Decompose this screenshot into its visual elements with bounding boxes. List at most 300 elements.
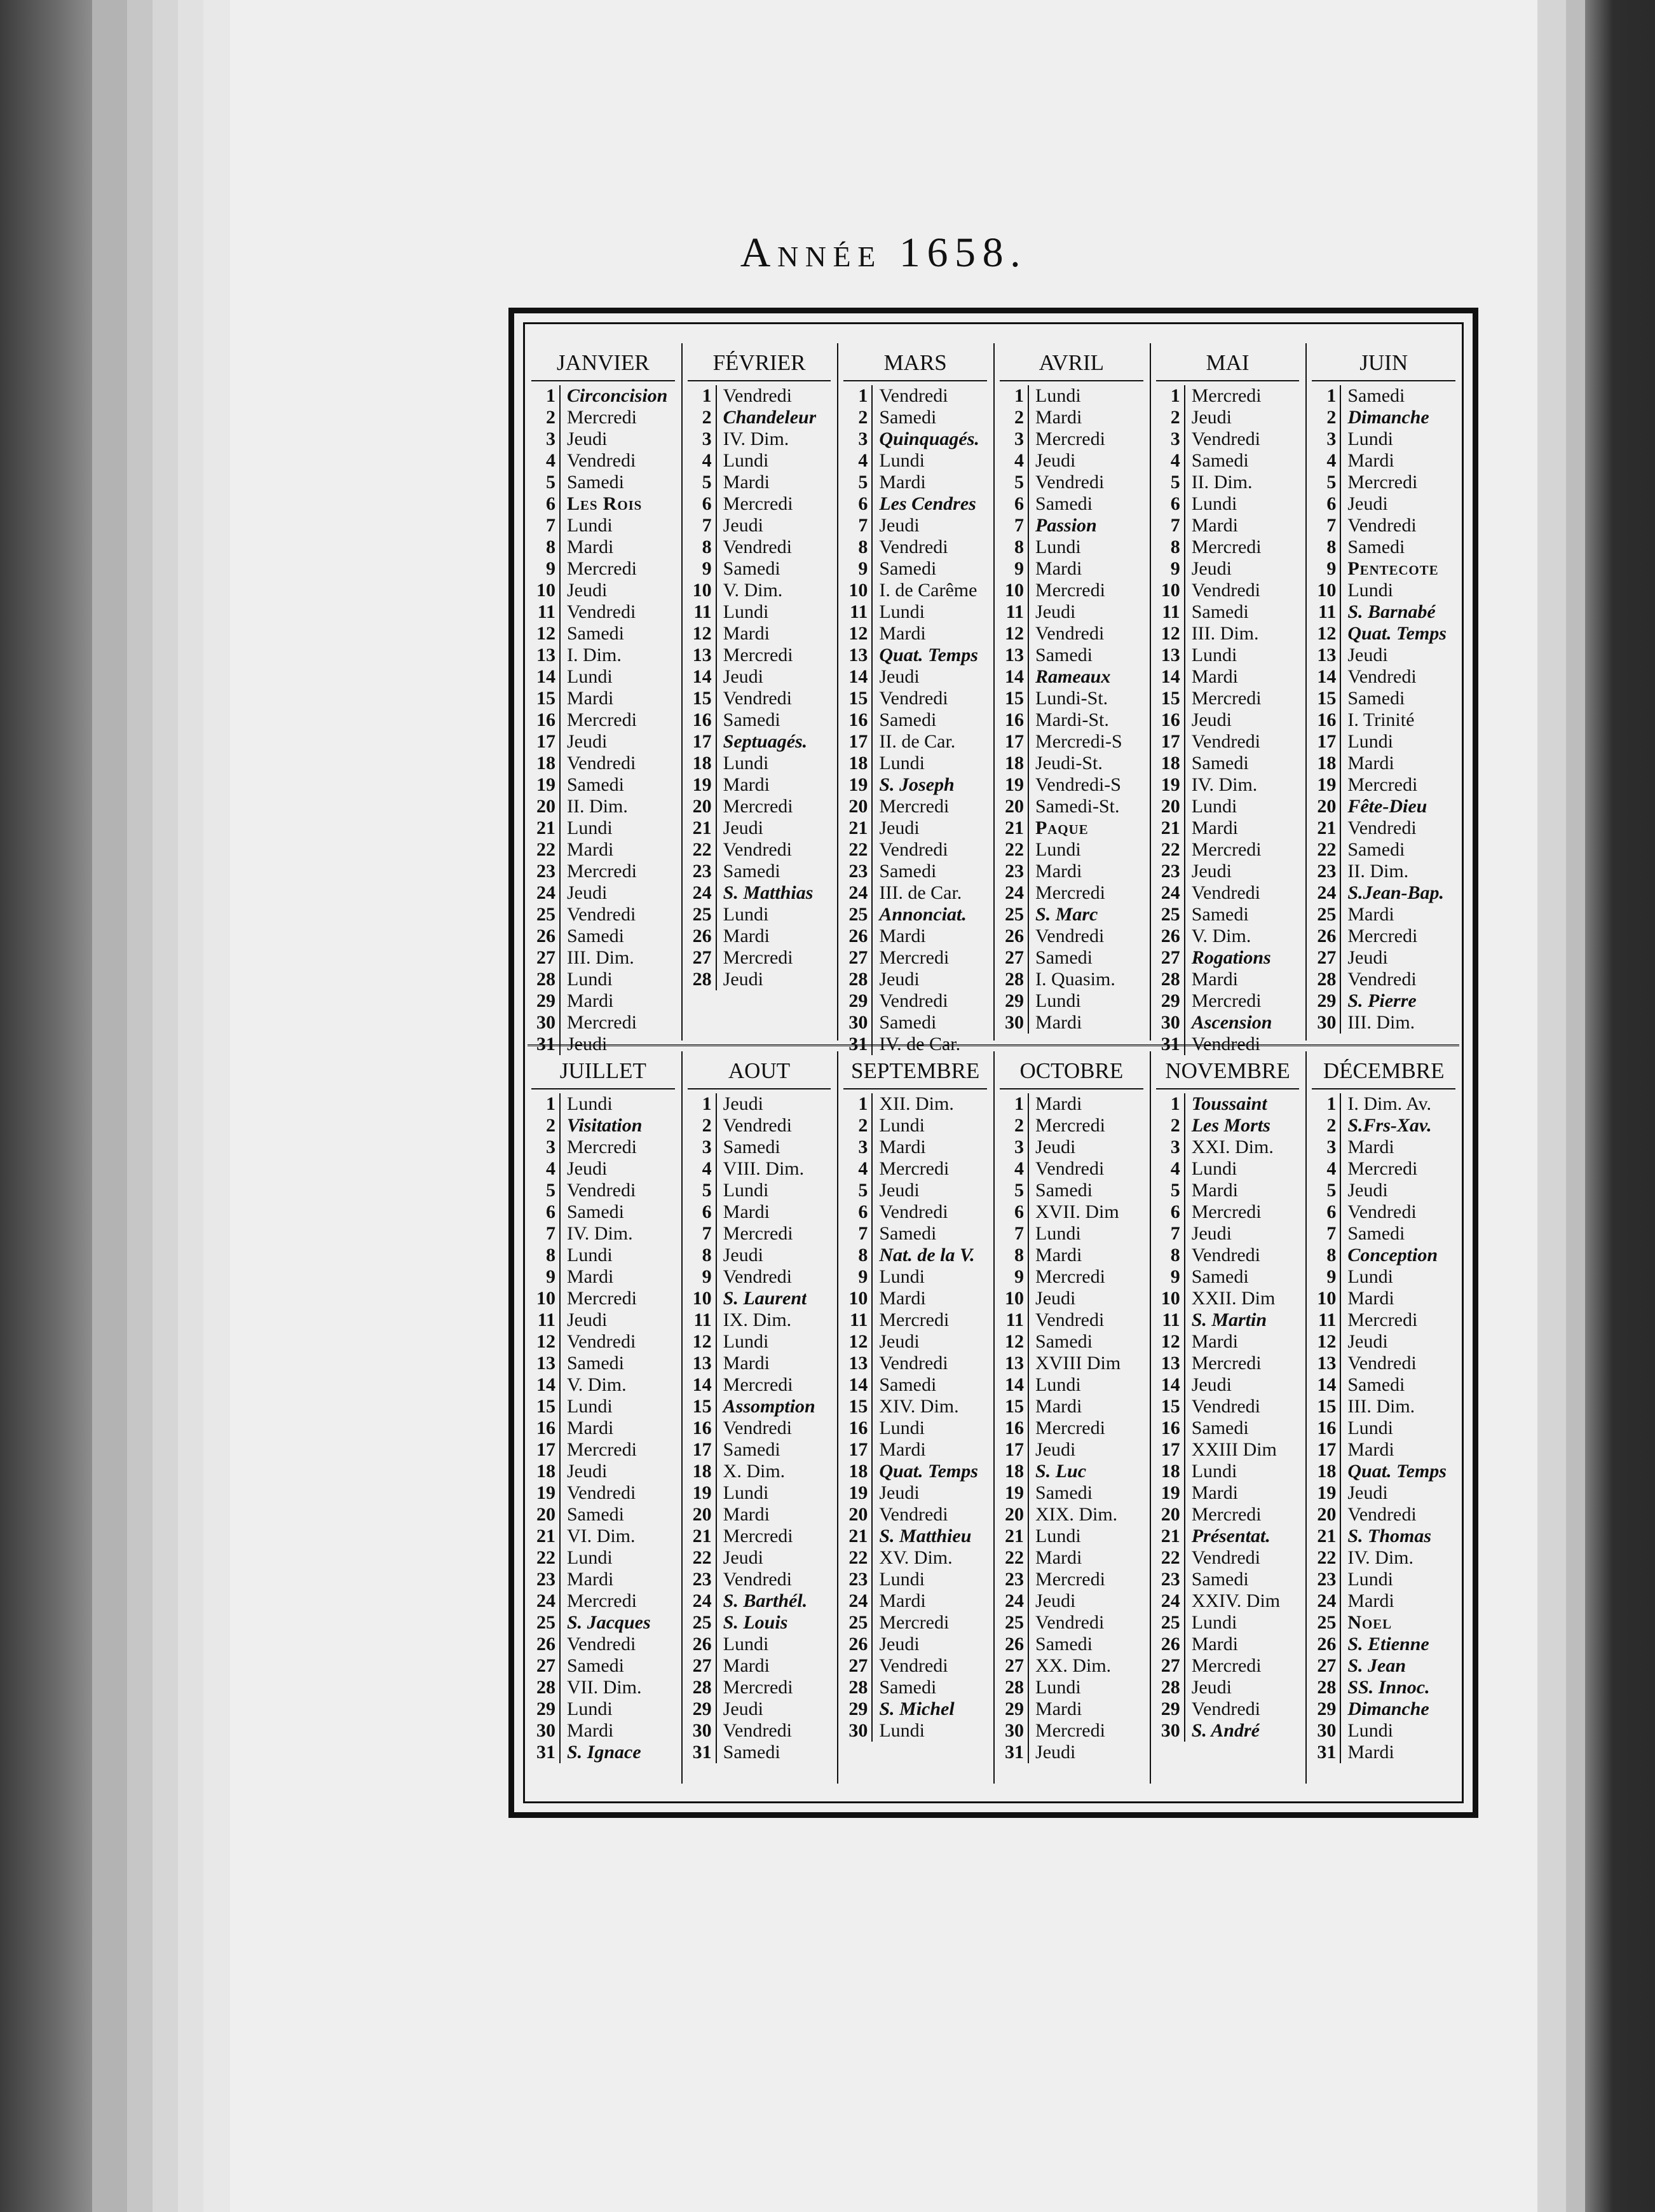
day-label: Mardi: [1347, 450, 1394, 471]
day-label: Jeudi: [567, 882, 608, 903]
day-number: 6: [993, 1201, 1029, 1223]
day-row: [681, 623, 838, 645]
day-row: [1305, 1677, 1462, 1698]
day-row: [525, 1677, 681, 1698]
day-row: [525, 990, 681, 1012]
day-number: 18: [1305, 753, 1341, 774]
day-row: [1305, 1288, 1462, 1309]
day-number: 23: [993, 861, 1029, 882]
day-number: 9: [1150, 1266, 1185, 1288]
day-label: S. Marc: [1035, 904, 1098, 925]
day-number: 6: [1305, 1201, 1341, 1223]
day-row: [681, 1396, 838, 1417]
day-label: Noel: [1347, 1612, 1392, 1633]
day-row: [1305, 990, 1462, 1012]
day-label: Samedi-St.: [1035, 796, 1120, 817]
day-label: Lundi: [1035, 385, 1081, 406]
day-row: [525, 1309, 681, 1331]
day-number: 23: [993, 1569, 1029, 1590]
day-row: [993, 839, 1150, 861]
day-row: [525, 1288, 681, 1309]
day-row: [525, 1223, 681, 1245]
day-number: 20: [993, 1504, 1029, 1526]
day-row: [837, 1504, 993, 1526]
day-label: S. André: [1191, 1720, 1260, 1741]
day-number: 7: [525, 1223, 561, 1245]
day-label: Mardi: [1191, 515, 1239, 536]
day-label: Mercredi: [1035, 1417, 1105, 1438]
day-number: 13: [525, 1353, 561, 1374]
day-label: Vendredi: [567, 601, 636, 622]
day-number: 10: [837, 580, 873, 601]
day-number: 31: [1305, 1742, 1341, 1763]
day-label: Mercredi: [1347, 1158, 1418, 1179]
day-number: 23: [837, 1569, 873, 1590]
day-row: [1150, 774, 1306, 796]
day-label: Mardi: [1191, 969, 1239, 990]
day-row: [681, 1634, 838, 1655]
day-row: [525, 645, 681, 666]
day-number: 22: [837, 839, 873, 861]
day-number: 22: [681, 839, 717, 861]
day-row: [525, 580, 681, 601]
day-row: [681, 925, 838, 947]
day-label: Jeudi: [1347, 1331, 1388, 1352]
day-label: Mercredi: [1191, 839, 1262, 860]
day-number: 24: [837, 1590, 873, 1612]
day-number: 26: [1150, 925, 1185, 947]
calendar-frame: [508, 308, 1478, 1818]
day-row: [1305, 688, 1462, 709]
day-number: 8: [993, 1245, 1029, 1266]
month-column: [837, 346, 993, 1055]
day-label: Mardi: [567, 990, 614, 1011]
day-label: Lundi: [1191, 1612, 1237, 1633]
day-number: 16: [681, 1417, 717, 1439]
day-number: 28: [993, 969, 1029, 990]
day-row: [993, 817, 1150, 839]
day-label: VII. Dim.: [567, 1677, 642, 1698]
day-label: Mercredi: [567, 407, 637, 428]
day-row: [993, 1526, 1150, 1547]
day-label: Samedi: [1035, 947, 1093, 968]
day-row: [525, 774, 681, 796]
day-label: X. Dim.: [723, 1461, 786, 1482]
day-label: III. Dim.: [1347, 1012, 1415, 1033]
day-number: 28: [993, 1677, 1029, 1698]
day-number: 7: [681, 515, 717, 536]
day-row: [681, 753, 838, 774]
day-label: Toussaint: [1191, 1093, 1267, 1114]
day-row: [525, 839, 681, 861]
day-number: 1: [837, 1093, 873, 1115]
day-row: [993, 925, 1150, 947]
day-row: [1305, 1374, 1462, 1396]
day-row: [525, 1180, 681, 1201]
day-row: [681, 1353, 838, 1374]
day-number: 22: [1305, 1547, 1341, 1569]
day-row: [1150, 580, 1306, 601]
day-label: XXI. Dim.: [1191, 1137, 1274, 1157]
day-label: Lundi: [1347, 580, 1394, 601]
day-number: 14: [1305, 1374, 1341, 1396]
day-label: Samedi: [723, 558, 780, 579]
day-number: 29: [1305, 1698, 1341, 1720]
day-label: Nat. de la V.: [879, 1245, 975, 1266]
day-label: Vendredi: [879, 688, 948, 709]
day-row: [681, 731, 838, 753]
day-label: Lundi: [1347, 428, 1394, 449]
day-number: 26: [681, 925, 717, 947]
day-number: 10: [1305, 1288, 1341, 1309]
day-row: [1305, 601, 1462, 623]
day-label: Mardi: [1035, 407, 1082, 428]
day-number: 9: [681, 558, 717, 580]
day-number: 29: [525, 990, 561, 1012]
day-row: [1150, 1353, 1306, 1374]
day-label: Jeudi: [567, 1158, 608, 1179]
day-number: 15: [1150, 1396, 1185, 1417]
day-row: [681, 1245, 838, 1266]
day-label: Samedi: [1035, 1331, 1093, 1352]
day-label: Mardi: [879, 1288, 926, 1309]
day-number: 22: [1150, 839, 1185, 861]
month-column: [993, 346, 1150, 1041]
day-label: Mardi: [879, 1590, 926, 1611]
day-number: 1: [993, 1093, 1029, 1115]
day-number: 14: [681, 1374, 717, 1396]
day-label: Jeudi: [1347, 947, 1388, 968]
day-label: Mercredi: [879, 1309, 950, 1330]
day-number: 29: [1150, 1698, 1185, 1720]
day-row: [837, 1309, 993, 1331]
day-label: S. Martin: [1191, 1309, 1267, 1330]
day-label: Jeudi: [1347, 493, 1388, 514]
day-number: 20: [681, 796, 717, 817]
day-row: [525, 1115, 681, 1137]
day-label: Samedi: [879, 861, 937, 882]
day-label: Jeudi: [1191, 407, 1232, 428]
month-name: OCTOBRE: [1000, 1054, 1143, 1089]
day-label: Jeudi: [1191, 861, 1232, 882]
day-number: 1: [1150, 385, 1185, 407]
day-label: Mercredi: [1035, 882, 1105, 903]
day-row: [837, 1720, 993, 1742]
day-row: [681, 493, 838, 515]
day-number: 3: [681, 1137, 717, 1158]
day-row: [525, 1547, 681, 1569]
day-number: 12: [1150, 623, 1185, 645]
day-number: 30: [993, 1720, 1029, 1742]
day-row: [1150, 709, 1306, 731]
day-row: [681, 1590, 838, 1612]
day-number: 21: [1150, 1526, 1185, 1547]
day-number: 18: [837, 1461, 873, 1482]
day-label: Jeudi: [1191, 558, 1232, 579]
day-number: 15: [525, 688, 561, 709]
day-label: Mardi: [879, 925, 926, 946]
month-column: [1150, 1054, 1306, 1784]
day-label: Mardi: [723, 472, 770, 493]
day-number: 3: [837, 1137, 873, 1158]
day-label: Vendredi: [879, 536, 948, 557]
day-number: 6: [1305, 493, 1341, 515]
day-label: Samedi: [1347, 1374, 1405, 1395]
day-number: 28: [1150, 1677, 1185, 1698]
day-row: [525, 1331, 681, 1353]
day-label: Vendredi: [1035, 1158, 1105, 1179]
day-row: [681, 580, 838, 601]
day-row: [1305, 1439, 1462, 1461]
day-label: Mercredi: [1191, 385, 1262, 406]
day-number: 8: [1305, 536, 1341, 558]
day-row: [993, 990, 1150, 1012]
day-row: [1150, 817, 1306, 839]
day-label: Mercredi: [567, 1288, 637, 1309]
day-number: 30: [1305, 1012, 1341, 1034]
day-number: 25: [837, 1612, 873, 1634]
day-number: 20: [993, 796, 1029, 817]
day-row: [993, 407, 1150, 428]
day-row: [681, 1504, 838, 1526]
day-label: Jeudi: [1191, 1677, 1232, 1698]
day-label: Samedi: [567, 1504, 624, 1525]
day-row: [1305, 1396, 1462, 1417]
day-number: 12: [681, 1331, 717, 1353]
day-number: 11: [525, 1309, 561, 1331]
day-number: 21: [525, 1526, 561, 1547]
day-label: Jeudi: [1347, 1482, 1388, 1503]
day-label: Septuagés.: [723, 731, 808, 752]
book-edge-right-light: [1537, 0, 1566, 2212]
day-number: 31: [1150, 1034, 1185, 1055]
day-label: Lundi: [1035, 1223, 1081, 1244]
day-number: 21: [681, 1526, 717, 1547]
day-number: 17: [1150, 731, 1185, 753]
day-number: 12: [681, 623, 717, 645]
day-row: [1150, 1634, 1306, 1655]
day-number: 20: [1305, 1504, 1341, 1526]
day-row: [993, 688, 1150, 709]
day-label: Vendredi: [567, 450, 636, 471]
day-label: Samedi: [723, 709, 780, 730]
day-label: Vendredi: [879, 1201, 948, 1222]
day-row: [993, 1677, 1150, 1698]
day-label: Lundi: [1035, 1677, 1081, 1698]
day-label: Jeudi: [1191, 1374, 1232, 1395]
day-row: [1305, 969, 1462, 990]
day-label: Samedi: [1347, 688, 1405, 709]
day-label: Lundi: [1347, 1720, 1394, 1741]
day-row: [681, 861, 838, 882]
day-row: [1305, 493, 1462, 515]
day-number: 1: [525, 1093, 561, 1115]
day-row: [993, 623, 1150, 645]
day-number: 24: [525, 882, 561, 904]
day-row: [993, 1115, 1150, 1137]
day-number: 26: [837, 925, 873, 947]
day-label: Samedi: [567, 472, 624, 493]
day-row: [525, 1526, 681, 1547]
day-number: 15: [1305, 688, 1341, 709]
day-label: Mercredi-S: [1035, 731, 1122, 752]
day-label: Fête-Dieu: [1347, 796, 1427, 817]
day-number: 27: [1305, 947, 1341, 969]
day-row: [525, 493, 681, 515]
day-label: Lundi: [723, 1180, 769, 1201]
day-label: Samedi: [1347, 385, 1405, 406]
day-number: 10: [681, 580, 717, 601]
day-number: 14: [525, 666, 561, 688]
day-row: [993, 1655, 1150, 1677]
day-number: 27: [681, 1655, 717, 1677]
day-number: 13: [993, 1353, 1029, 1374]
day-label: Vendredi: [1191, 882, 1260, 903]
day-label: Mardi: [723, 1655, 770, 1676]
day-number: 13: [1150, 645, 1185, 666]
day-label: Jeudi: [567, 1309, 608, 1330]
day-label: Mardi: [723, 1504, 770, 1525]
day-row: [681, 688, 838, 709]
day-number: 30: [837, 1012, 873, 1034]
day-row: [837, 1353, 993, 1374]
day-label: S. Jean: [1347, 1655, 1406, 1676]
day-number: 11: [837, 1309, 873, 1331]
month-name: AVRIL: [1000, 346, 1143, 381]
day-label: S. Ignace: [567, 1742, 641, 1763]
day-number: 19: [1150, 1482, 1185, 1504]
day-label: Mercredi: [723, 645, 793, 666]
day-number: 13: [681, 1353, 717, 1374]
day-number: 20: [837, 1504, 873, 1526]
day-number: 19: [681, 1482, 717, 1504]
day-row: [837, 839, 993, 861]
day-row: [1150, 1677, 1306, 1698]
day-label: Mercredi: [1191, 1504, 1262, 1525]
day-number: 2: [837, 407, 873, 428]
day-row: [1305, 536, 1462, 558]
day-row: [1305, 580, 1462, 601]
day-label: Quat. Temps: [1347, 623, 1447, 644]
day-row: [837, 536, 993, 558]
day-row: [681, 1417, 838, 1439]
day-row: [993, 1720, 1150, 1742]
day-number: 3: [1150, 428, 1185, 450]
day-row: [1150, 558, 1306, 580]
day-label: Lundi: [879, 601, 925, 622]
day-number: 12: [837, 623, 873, 645]
day-number: 28: [837, 1677, 873, 1698]
day-row: [681, 1461, 838, 1482]
day-number: 12: [525, 623, 561, 645]
day-row: [1150, 1012, 1306, 1034]
day-number: 30: [1150, 1012, 1185, 1034]
day-label: Samedi: [567, 774, 624, 795]
day-number: 26: [993, 925, 1029, 947]
day-label: V. Dim.: [723, 580, 783, 601]
day-row: [1150, 1309, 1306, 1331]
day-number: 27: [837, 1655, 873, 1677]
page-stack-edge: [92, 0, 127, 2212]
day-label: Vendredi: [1035, 623, 1105, 644]
day-row: [1150, 947, 1306, 969]
day-row: [1305, 861, 1462, 882]
day-row: [681, 1201, 838, 1223]
day-row: [1150, 925, 1306, 947]
day-label: Paque: [1035, 817, 1089, 838]
day-label: Lundi: [1035, 1526, 1081, 1546]
day-label: Vendredi: [1347, 969, 1417, 990]
book-edge-right: [1585, 0, 1655, 2212]
day-row: [681, 1569, 838, 1590]
month-column: [1305, 346, 1462, 1041]
day-number: 8: [1305, 1245, 1341, 1266]
day-number: 18: [1305, 1461, 1341, 1482]
day-number: 4: [1150, 1158, 1185, 1180]
day-label: Lundi: [567, 1396, 613, 1417]
day-number: 7: [525, 515, 561, 536]
day-row: [1150, 1137, 1306, 1158]
day-number: 2: [525, 407, 561, 428]
day-number: 5: [1150, 1180, 1185, 1201]
day-label: S. Barnabé: [1347, 601, 1436, 622]
day-number: 17: [837, 1439, 873, 1461]
day-row: [1305, 904, 1462, 925]
day-row: [993, 1590, 1150, 1612]
day-number: 15: [525, 1396, 561, 1417]
day-number: 22: [837, 1547, 873, 1569]
day-number: 20: [1150, 796, 1185, 817]
day-label: Jeudi: [1347, 1180, 1388, 1201]
day-label: S. Etienne: [1347, 1634, 1429, 1655]
day-number: 7: [1150, 515, 1185, 536]
day-row: [993, 1353, 1150, 1374]
day-number: 28: [681, 1677, 717, 1698]
day-label: Samedi: [879, 1223, 937, 1244]
month-column: [681, 1054, 838, 1784]
day-row: [1150, 623, 1306, 645]
day-number: 30: [1305, 1720, 1341, 1742]
day-row: [681, 666, 838, 688]
day-label: Mercredi: [879, 947, 950, 968]
day-number: 29: [681, 1698, 717, 1720]
day-label: Mardi: [567, 1720, 614, 1741]
day-label: Jeudi: [567, 731, 608, 752]
day-row: [525, 1353, 681, 1374]
day-row: [1305, 1634, 1462, 1655]
day-row: [525, 947, 681, 969]
day-row: [1305, 450, 1462, 472]
day-row: [993, 1137, 1150, 1158]
day-label: S. Barthél.: [723, 1590, 808, 1611]
day-row: [525, 1461, 681, 1482]
day-number: 1: [1305, 1093, 1341, 1115]
day-row: [1150, 536, 1306, 558]
day-number: 10: [1150, 1288, 1185, 1309]
day-row: [525, 688, 681, 709]
day-row: [837, 666, 993, 688]
day-label: Jeudi: [1035, 1137, 1076, 1157]
day-row: [837, 493, 993, 515]
day-row: [993, 666, 1150, 688]
day-row: [837, 428, 993, 450]
day-label: Lundi: [567, 515, 613, 536]
day-number: 4: [525, 1158, 561, 1180]
day-number: 13: [1305, 645, 1341, 666]
day-label: Annonciat.: [879, 904, 967, 925]
day-number: 13: [1305, 1353, 1341, 1374]
day-number: 1: [681, 385, 717, 407]
